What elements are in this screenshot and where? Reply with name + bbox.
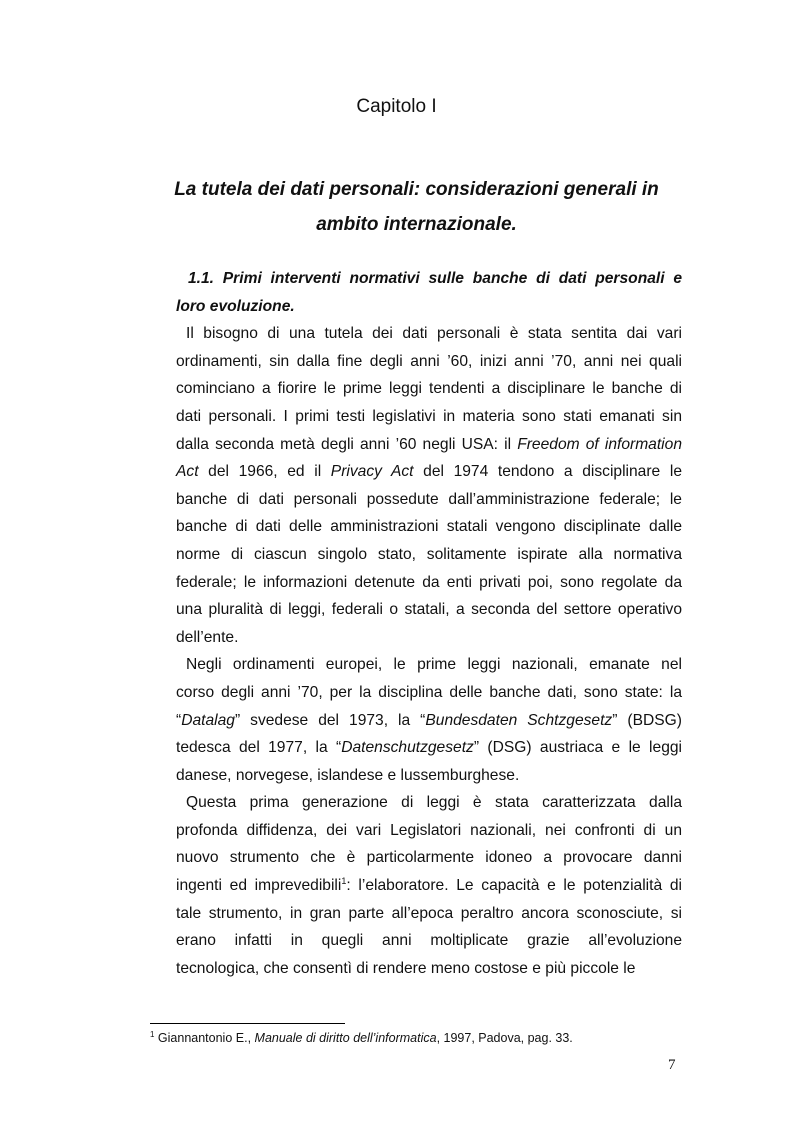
- paragraph-line: dati personali. I primi testi legislativi in materia sono stati emanati sin: [176, 407, 682, 425]
- title-line: ambito internazionale.: [316, 214, 517, 235]
- paragraph-line: dell’ente.: [176, 628, 239, 646]
- paragraph-line: [176, 707, 682, 735]
- section-heading: 1.1. Primi interventi normativi sulle banche di dati personali e: [188, 270, 682, 287]
- paragraph-line: profonda diffidenza, dei vari Legislatori nazionali, nei confronti di un: [176, 821, 682, 839]
- text-run: tedesca del 1977, la “: [176, 739, 342, 757]
- law-title: Datenschutzgesetz: [341, 739, 474, 757]
- section-heading: loro evoluzione.: [176, 297, 295, 315]
- law-title: Act: [176, 463, 199, 481]
- paragraph-line: danese, norvegese, islandese e lussemburghese.: [176, 766, 520, 784]
- chapter-title: [150, 172, 683, 242]
- page-number: 7: [668, 1057, 676, 1073]
- paragraph-line: corso degli anni ’70, per la disciplina delle banche dati, sono state: la: [176, 683, 682, 701]
- footnote-marker: 1: [150, 1030, 155, 1039]
- title-line: La tutela dei dati personali: considerazioni generali in: [174, 179, 659, 200]
- text-run: ” svedese del 1973, la “: [234, 711, 426, 729]
- paragraph-line: cominciano a fiorire le prime leggi tendenti a disciplinare le banche di: [176, 380, 682, 398]
- paragraph-line: norme di ciascun singolo stato, solitamente ispirate alla normativa: [176, 545, 682, 563]
- paragraph-line: [176, 872, 682, 900]
- paragraph-line: tecnologica, che consentì di rendere meno costose e più piccole le: [176, 959, 636, 977]
- paragraph-line: [176, 734, 682, 762]
- paragraph-line: federale; le informazioni detenute da enti privati poi, sono regolate da: [176, 573, 682, 591]
- paragraph-line: Negli ordinamenti europei, le prime leggi nazionali, emanate nel: [186, 656, 682, 674]
- paragraph-line: [176, 458, 682, 486]
- chapter-label: Capitolo I: [356, 96, 437, 117]
- text-run: : l’elaboratore. Le capacità e le potenzialità di: [346, 877, 682, 895]
- text-run: del 1974 tendono a disciplinare le: [413, 463, 682, 481]
- paragraph-line: tale strumento, in gran parte all’epoca peraltro ancora sconosciute, si: [176, 904, 682, 922]
- text-run: ” (BDSG): [612, 711, 683, 729]
- paragraph-line: Questa prima generazione di leggi è stata caratterizzata dalla: [186, 794, 682, 812]
- law-title: Freedom of information: [517, 435, 682, 453]
- law-title: Privacy Act: [330, 463, 414, 481]
- text-run: Giannantonio E.,: [154, 1031, 255, 1045]
- footnote-reference[interactable]: 1: [341, 876, 347, 887]
- footnote: [150, 1031, 573, 1045]
- text-run: ingenti ed imprevedibili: [176, 877, 342, 895]
- text-run: dalla seconda metà degli anni ’60 negli USA: il: [176, 435, 518, 453]
- paragraph-line: [176, 431, 682, 459]
- text-run: ” (DSG) austriaca e le leggi: [473, 739, 683, 757]
- paragraph-line: banche di dati personali possedute dall’amministrazione federale; le: [176, 490, 682, 508]
- paragraph-line: nuovo strumento che è particolarmente idoneo a provocare danni: [176, 849, 682, 867]
- text-run: , 1997, Padova, pag. 33.: [436, 1031, 573, 1045]
- paragraph-line: banche di dati delle amministrazioni statali vengono disciplinate dalle: [176, 518, 682, 536]
- law-title: Datalag: [181, 711, 235, 729]
- paragraph-line: Il bisogno di una tutela dei dati personali è stata sentita dai vari: [186, 325, 682, 343]
- text-run: del 1966, ed il: [198, 463, 331, 481]
- footnote-separator: [150, 1023, 345, 1024]
- paragraph-line: erano infatti in quegli anni moltiplicate grazie all’evoluzione: [176, 932, 682, 950]
- body-text: [176, 265, 682, 982]
- paragraph-line: una pluralità di leggi, federali o statali, a seconda del settore operativo: [176, 601, 682, 619]
- law-title: Bundesdaten Schtzgesetz: [425, 711, 613, 729]
- paragraph-line: ordinamenti, sin dalla fine degli anni ’60, inizi anni ’70, anni nei quali: [176, 352, 682, 370]
- text-run: “: [176, 711, 182, 729]
- book-title: Manuale di diritto dell’informatica: [254, 1031, 437, 1045]
